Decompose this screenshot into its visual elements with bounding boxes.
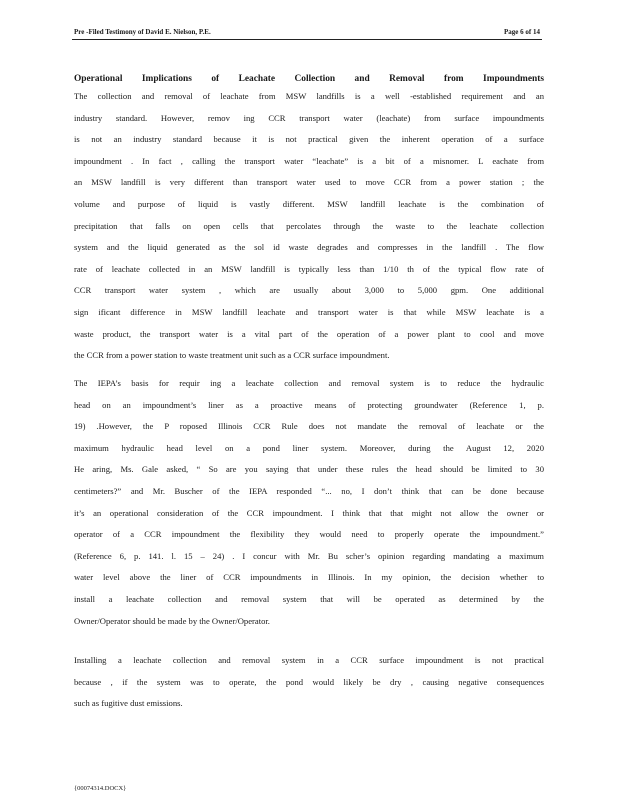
paragraph-line: centimeters?” and Mr. Buscher of the IEPA responded “... no, I don’t think that can be done because xyxy=(74,485,544,496)
section-heading: Operational Implications of Leachate Collection and Removal from Impoundments xyxy=(74,74,544,84)
paragraph-line: maximum hydraulic head level on a pond liner system. Moreover, during the August 12, 2020 xyxy=(74,442,544,453)
paragraph-line: volume and purpose of liquid is vastly different. MSW landfill leachate is the combination of xyxy=(74,198,544,209)
paragraph-line: impoundment . In fact , calling the transport water “leachate” is a bit of a misnomer. L eachate from xyxy=(74,155,544,166)
paragraph-line: 19) .However, the P roposed Illinois CCR Rule does not mandate the removal of leachate or the xyxy=(74,421,544,432)
paragraph-line: Owner/Operator should be made by the Owner/Operator. xyxy=(74,615,270,626)
paragraph-line: system and the liquid generated as the sol id waste degrades and compresses in the landfill . The flow xyxy=(74,242,544,253)
paragraph-line: install a leachate collection and removal system that will be operated as determined by the xyxy=(74,593,544,604)
paragraph-line: it’s an operational consideration of the CCR impoundment. I think that that might not allow the owner or xyxy=(74,507,544,518)
paragraph-line: CCR transport water system , which are usually about 3,000 to 5,000 gpm. One additional xyxy=(74,285,544,296)
paragraph-line: The IEPA’s basis for requir ing a leachate collection and removal system is to reduce the hydraulic xyxy=(74,378,544,388)
paragraph-line: the CCR from a power station to waste treatment unit such as a CCR surface impoundment. xyxy=(74,350,390,361)
header-rule xyxy=(72,39,542,40)
paragraph-line: head on an impoundment’s liner as a proactive means of protecting groundwater (Reference 1, p. xyxy=(74,399,544,410)
header-page-number: Page 6 of 14 xyxy=(504,28,540,36)
paragraph-line: an MSW landfill is very different than transport water used to move CCR from a power station ; the xyxy=(74,177,544,188)
paragraph-line: such as fugitive dust emissions. xyxy=(74,698,183,709)
paragraph-line: He aring, Ms. Gale asked, “ So are you saying that under these rules the head should be limited to 30 xyxy=(74,464,544,475)
header-document-title: Pre -Filed Testimony of David E. Nielson, P.E. xyxy=(74,28,211,36)
paragraph-line: industry standard. However, remov ing CCR transport water (leachate) from surface impoundments xyxy=(74,112,544,123)
paragraph-line: Installing a leachate collection and removal system in a CCR surface impoundment is not practical xyxy=(74,655,544,665)
paragraph-iepa-basis xyxy=(74,373,544,632)
paragraph-line: rate of leachate collected in an MSW landfill is typically less than 1/10 th of the typical flow rate of xyxy=(74,263,544,274)
paragraph-line: operator of a CCR impoundment the flexibility they would need to properly operate the impoundment.” xyxy=(74,529,544,540)
paragraph-line: precipitation that falls on open cells that percolates through the waste to the leachate collection xyxy=(74,220,544,231)
paragraph-line: (Reference 6, p. 141. l. 15 – 24) . I concur with Mr. Bu scher’s opinion regarding mandating a maximum xyxy=(74,550,544,561)
paragraph-line: waste product, the transport water is a vital part of the operation of a power plant to cool and move xyxy=(74,328,544,339)
paragraph-line: water level above the liner of CCR impoundments in Illinois. In my opinion, the decision whether to xyxy=(74,572,544,583)
paragraph-leachate-comparison xyxy=(74,86,544,367)
paragraph-line: is not an industry standard because it is not practical given the inherent operation of a surface xyxy=(74,134,544,145)
paragraph-line: The collection and removal of leachate from MSW landfills is a well -established requirement and an xyxy=(74,91,544,101)
footer-document-id: {00074314.DOCX} xyxy=(74,785,127,792)
paragraph-line: because , if the system was to operate, the pond would likely be dry , causing negative consequences xyxy=(74,676,544,687)
paragraph-line: sign ificant difference in MSW landfill leachate and transport water is that while MSW leachate is a xyxy=(74,306,544,317)
paragraph-installation-practicality xyxy=(74,650,544,715)
